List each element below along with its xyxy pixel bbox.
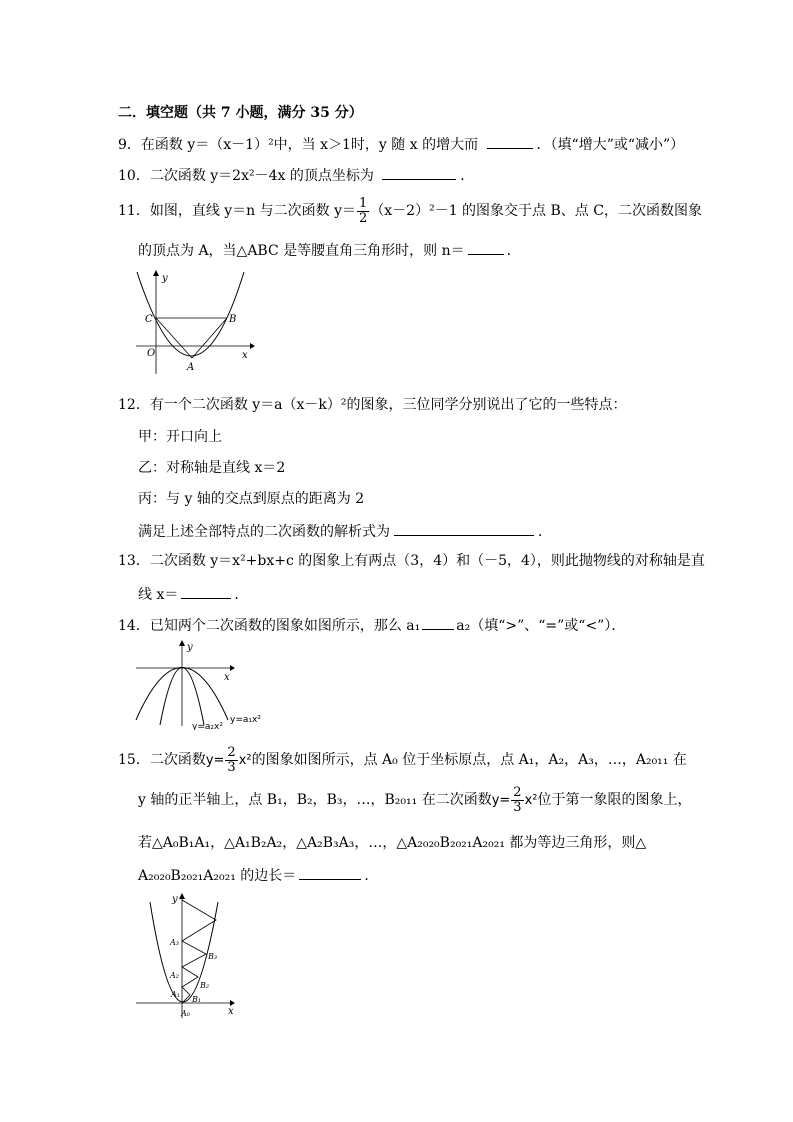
- q11-answer-blank[interactable]: [468, 240, 504, 255]
- q11-post: （x－2）²－1 的图象交于点 B、点 C，二次函数图象: [370, 203, 702, 219]
- q14-label-f1: y=a₁x²: [230, 715, 261, 725]
- q11-pre: 11．如图，直线 y＝n 与二次函数 y＝: [118, 203, 356, 219]
- q11-figure: [132, 270, 258, 376]
- q10-answer-blank[interactable]: [382, 165, 456, 180]
- q15-answer-blank[interactable]: [299, 865, 361, 880]
- question-12: [118, 396, 627, 414]
- q15-label-b2: B₂: [200, 981, 210, 990]
- q11-label-y: y: [162, 273, 168, 284]
- q15-triangle-1: [182, 987, 190, 1003]
- q15-triangle-2: [182, 967, 198, 987]
- q15-y-eq: y=: [205, 753, 225, 768]
- q15-x2: x²: [238, 753, 252, 768]
- q11-segment-ca: [156, 318, 192, 358]
- q14-y-arrow: [179, 640, 185, 646]
- q12-last: 满足上述全部特点的二次函数的解析式为: [138, 524, 390, 540]
- q14-answer-blank[interactable]: [422, 615, 454, 630]
- q15-triangle-4: [182, 900, 216, 941]
- section-title: 二．填空题（共 7 小题，满分 35 分）: [118, 105, 363, 121]
- q15-label-b3: B₃: [208, 952, 218, 961]
- question-13: [118, 552, 705, 570]
- q11-frac-den: 2: [359, 210, 368, 226]
- q11-label-b: B: [229, 314, 237, 325]
- q14-post: a₂（填“>”、“=”或“<”）．: [456, 618, 626, 634]
- q15-label-b1: B₁: [192, 995, 202, 1004]
- q14-pre: 14．已知两个二次函数的图象如图所示，那么 a₁: [118, 618, 421, 634]
- q14-label-y: y: [187, 642, 193, 653]
- q15-frac-den: 3: [227, 759, 236, 775]
- q13-text: 13．二次函数 y＝x²+bx+c 的图象上有两点（3，4）和（－5，4），则此抛物线的对称轴是直: [118, 553, 705, 569]
- q15-post: 的图象如图所示，点 A₀ 位于坐标原点，点 A₁，A₂，A₃，…，A₂₀₁₁ 在: [251, 752, 687, 768]
- question-15: [118, 744, 687, 777]
- q11-x-arrow: [250, 343, 255, 349]
- q15-fraction: [225, 746, 237, 775]
- q15-frac-den-2: 3: [513, 799, 522, 815]
- q11-label-o: O: [147, 348, 156, 359]
- q15-label-a2: A₂: [170, 971, 179, 980]
- q11-label-a: A: [187, 362, 195, 373]
- q15-fraction-2: [511, 786, 523, 815]
- q13-answer-blank[interactable]: [181, 584, 231, 599]
- q9-text: 9．在函数 y＝（x－1）²中，当 x＞1时，y 随 x 的增大而: [118, 137, 479, 153]
- q15-x2-2: x²: [524, 793, 538, 808]
- q12-last-line: [138, 521, 552, 541]
- q15-line3: 若△A₀B₁A₁，△A₁B₂A₂，△A₂B₃A₃，…，△A₂₀₂₀B₂₀₂₁A₂₀₂₁ 都为等边三角形，则△: [138, 835, 647, 851]
- q12-text: 12．有一个二次函数 y＝a（x－k）²的图象，三位同学分别说出了它的一些特点：: [118, 397, 627, 413]
- q15-label-a3: A₃: [170, 938, 179, 947]
- question-11: [118, 196, 702, 226]
- q15-y-eq-2: y=: [491, 793, 511, 808]
- q15-pre: 15．二次函数: [118, 752, 206, 768]
- q11-y-arrow: [153, 270, 159, 276]
- q15-y-arrow: [179, 893, 185, 899]
- q9-answer-blank[interactable]: [487, 134, 533, 149]
- q11-line2: 的顶点为 A，当△ABC 是等腰直角三角形时，则 n＝: [138, 243, 465, 259]
- q15-line2-pre: y 轴的正半轴上，点 B₁，B₂，B₃，…，B₂₀₁₁ 在二次函数: [138, 792, 492, 808]
- question-15-line4: [138, 865, 378, 885]
- q15-label-y: y: [172, 894, 178, 905]
- q12-tail: ．: [538, 524, 552, 540]
- q11-label-c: C: [145, 314, 153, 325]
- q13-line2: 线 x＝: [138, 587, 179, 603]
- q12-bing: 丙：与 y 轴的交点到原点的距离为 2: [138, 491, 365, 507]
- question-15-line2: [138, 784, 691, 817]
- q13-tail: ．: [234, 587, 249, 603]
- q15-label-x: x: [228, 1006, 234, 1017]
- q11-tail: ．: [506, 243, 521, 259]
- q15-triangle-3: [182, 941, 206, 967]
- q15-tail: ．: [364, 868, 379, 884]
- question-13-line2: [138, 584, 248, 604]
- q12-answer-blank[interactable]: [394, 521, 534, 536]
- q10-text: 10．二次函数 y＝2x²－4x 的顶点坐标为: [118, 168, 374, 184]
- question-14: [118, 615, 625, 635]
- question-11-line2: [138, 240, 521, 260]
- q12-yi: 乙：对称轴是直线 x＝2: [138, 460, 286, 476]
- q11-parabola: [137, 272, 244, 356]
- q11-frac-num: 1: [359, 195, 368, 211]
- q15-frac-num-2: 2: [513, 784, 522, 800]
- q11-fraction: [357, 197, 369, 226]
- q15-label-a1: A₁: [171, 990, 180, 999]
- q15-figure: [132, 892, 244, 1022]
- q9-tail: ．（填“增大”或“减小”）: [536, 137, 685, 153]
- q10-tail: ．: [460, 168, 475, 184]
- q11-label-x: x: [242, 350, 248, 361]
- q14-label-x: x: [224, 672, 230, 683]
- q15-label-a0: A₀: [181, 1009, 190, 1018]
- q12-jia: 甲：开口向上: [138, 429, 222, 445]
- question-10: [118, 165, 474, 185]
- q14-label-f2: y=a₂x²: [192, 722, 223, 730]
- q15-frac-num: 2: [227, 744, 236, 760]
- q15-line2-post: 位于第一象限的图象上，: [537, 792, 692, 808]
- q14-x-arrow: [230, 665, 235, 671]
- question-9: [118, 134, 684, 154]
- q15-line4: A₂₀₂₀B₂₀₂₁A₂₀₂₁ 的边长＝: [138, 868, 297, 884]
- q14-figure: [132, 640, 272, 730]
- q11-segment-ba: [192, 318, 227, 358]
